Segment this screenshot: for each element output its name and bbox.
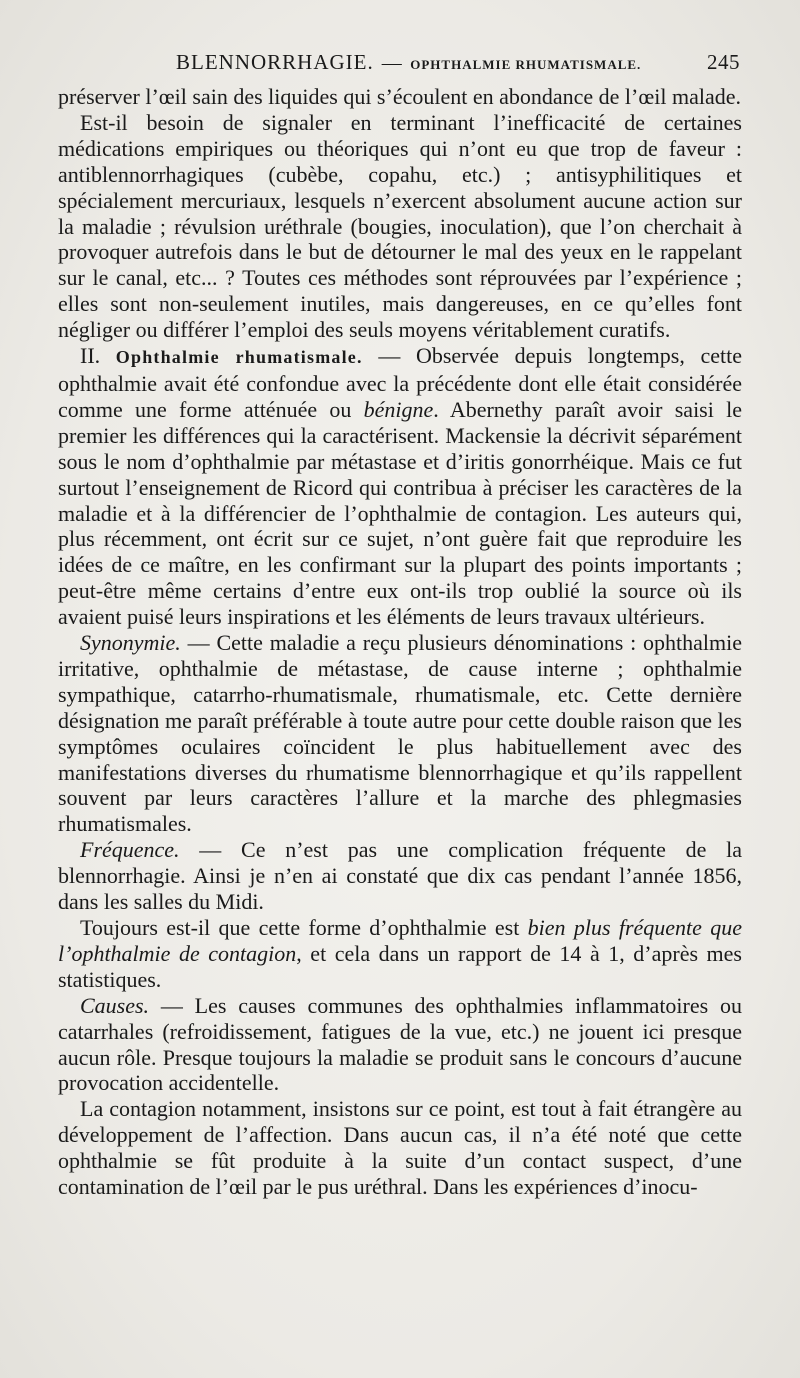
paragraph-continued: préserver l’œil sain des liquides qui s’écoulent en abondance de l’œil malade. [58, 84, 741, 109]
running-title-main: BLENNORRHAGIE. [176, 50, 374, 74]
synonymie-text: — Cette maladie a reçu plusieurs dénominations : ophthalmie irritative, ophthalmie de métastase, de cause interne ; ophthalmie sympathique, catarrho-rhumatismale, rhumatismale, etc. Cette dernière désignation me paraît préférable à toute autre pour cette double raison que les symptômes oculaires coïncident le plus habituellement avec des manifestations diverses du rhumatisme blennorrhagique et qu’ils rappellent souvent par leurs caractères l’allure et la marche des phlegmasies rhumatismales. [58, 630, 742, 837]
paragraph-toujours [58, 915, 742, 993]
section-text-a: — Observée depuis longtemps, cette ophthalmie avait été confondue avec la précédente dont elle était considérée comme une forme atténuée ou [58, 343, 742, 422]
subheading-causes: Causes. [80, 992, 150, 1018]
running-head [58, 44, 742, 84]
running-title-separator: — [381, 52, 403, 74]
running-title-sub: OPHTHALMIE RHUMATISMALE. [410, 57, 642, 72]
section-text-b: . Abernethy paraît avoir saisi le premier les différences qui la caractérisent. Mackensie la décrivit séparément sous le nom d’ophthalmie par métastase et d’iritis gonorrhéique. Mais ce fut surtout l’enseignement de Ricord qui contribua à préciser les caractères de la maladie et à la différencier de l’ophthalmie de contagion. Les auteurs qui, plus récemment, ont écrit sur ce sujet, n’ont guère fait que reproduire les idées de ce maître, en les confirmant sur la plupart des points importants ; peut-être même certains d’entre eux ont-ils trop oublié la source où ils avaient puisé leurs inspirations et les éléments de leurs travaux ultérieurs. [58, 396, 742, 630]
frequence-text: — Ce n’est pas une complication fréquente de la blennorrhagie. Ainsi je n’en ai constaté que dix cas pendant l’année 1856, dans les salles du Midi. [58, 837, 742, 915]
paragraph-frequence [58, 837, 742, 915]
subheading-synonymie: Synonymie. [80, 630, 181, 656]
paragraph-causes [58, 993, 742, 1097]
paragraph-contagion: La contagion notamment, insistons sur ce point, est tout à fait étrangère au développement de l’affection. Dans aucun cas, il n’a été noté que cette ophthalmie se fût produite à la suite d’un contact suspect, d’une contamination de l’œil par le pus uréthral. Dans les expériences d’inocu- [58, 1096, 742, 1200]
running-title [176, 50, 641, 75]
subheading-frequence: Fréquence. [80, 837, 180, 863]
section-number: II. [80, 343, 101, 369]
emphasis-benigne: bénigne [363, 396, 434, 422]
page-number: 245 [707, 50, 740, 74]
causes-text: — Les causes communes des ophthalmies inflammatoires ou catarrhales (refroidissement, fatigues de la vue, etc.) ne jouent ici presque aucun rôle. Presque toujours la maladie se produit sans le concours d’aucune provocation accidentelle. [58, 992, 742, 1096]
paragraph-synonymie [58, 630, 742, 837]
body-text [58, 84, 742, 1200]
toujours-text-a: Toujours est-il que cette forme d’ophthalmie est [80, 915, 528, 940]
paragraph-section-ii [58, 343, 742, 630]
paragraph-medications: Est-il besoin de signaler en terminant l’inefficacité de certaines médications empiriques ou théoriques qui n’ont eu que trop de faveur : antiblennorrhagiques (cubèbe, copahu, etc.) ; antisyphilitiques et spécialement mercuriaux, lesquels n’exercent absolument aucune action sur la maladie ; révulsion uréthrale (bougies, inoculation), que l’on cherchait à provoquer autrefois dans le but de détourner le mal des yeux en le rappelant sur le canal, etc... ? Toutes ces méthodes sont réprouvées par l’expérience ; elles sont non-seulement inutiles, mais dangereuses, en ce qu’elles font négliger ou différer l’emploi des seuls moyens véritablement curatifs. [58, 109, 742, 343]
section-heading: Ophthalmie rhumatismale. [115, 347, 363, 368]
toujours-text-b: , et cela dans un rapport de 14 à 1, d’après mes statistiques. [58, 940, 742, 992]
emphasis-frequente: bien plus fréquente que l’ophthalmie de contagion [58, 915, 742, 966]
